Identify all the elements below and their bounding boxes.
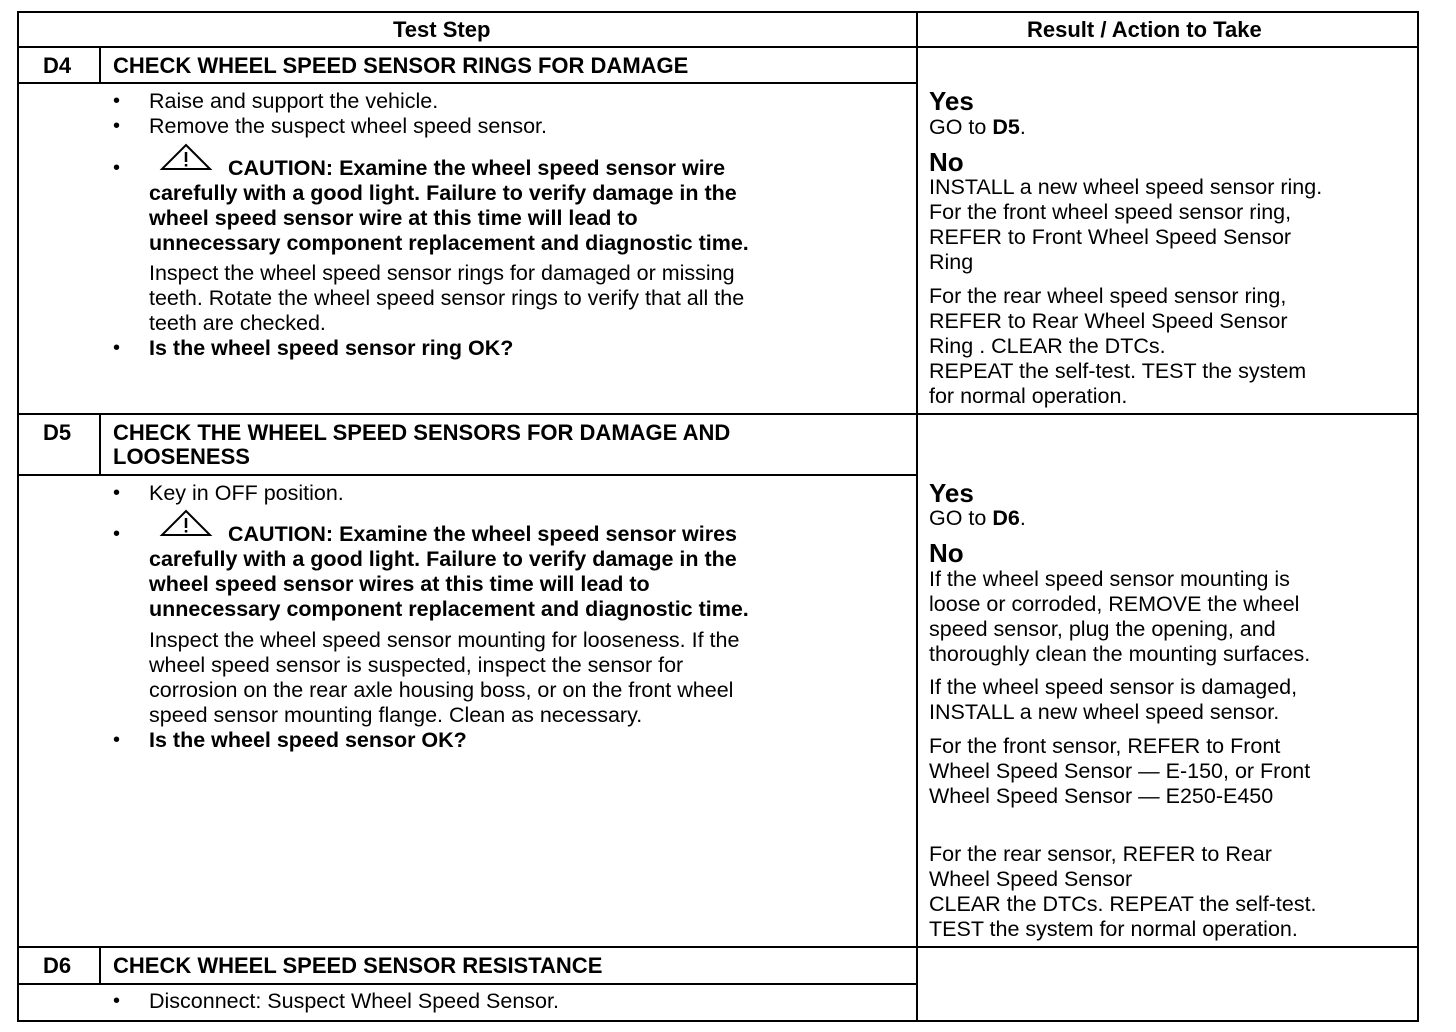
step-title-d6: CHECK WHEEL SPEED SENSOR RESISTANCE <box>113 953 603 978</box>
step-number-d6: D6 <box>43 953 72 978</box>
header-test-step: Test Step <box>393 17 491 42</box>
header-divider <box>17 46 1419 48</box>
d4-inspect-line1: Inspect the wheel speed sensor rings for damaged or missing <box>149 261 735 285</box>
step-number-d4: D4 <box>43 53 72 78</box>
d5-goto-step[interactable]: D6 <box>992 506 1020 530</box>
d4-caution-line1: CAUTION: Examine the wheel speed sensor wire <box>228 156 726 180</box>
d4-no2-line3: Ring . CLEAR the DTCs. <box>929 334 1166 358</box>
d4-no-line2: For the front wheel speed sensor ring, <box>929 200 1292 224</box>
d5-num-divider <box>99 413 101 475</box>
d4-d5-divider <box>17 413 1419 415</box>
bullet: • <box>113 729 121 751</box>
d5-yes-label: Yes <box>929 478 974 508</box>
warning-triangle-icon <box>159 143 213 171</box>
d5-no-label: No <box>929 538 964 568</box>
d4-yes-label: Yes <box>929 86 974 116</box>
d5-inspect-line1: Inspect the wheel speed sensor mounting for looseness. If the <box>149 628 740 652</box>
d5-caution-line4: unnecessary component replacement and diagnostic time. <box>149 597 749 621</box>
d5-no-line4: thoroughly clean the mounting surfaces. <box>929 642 1311 666</box>
d5-caution-line3: wheel speed sensor wires at this time will lead to <box>149 572 650 596</box>
warning-triangle-icon <box>159 509 213 537</box>
d4-title-divider <box>17 82 918 84</box>
d5-no2-line2: INSTALL a new wheel speed sensor. <box>929 700 1280 724</box>
d4-caution-line3: wheel speed sensor wire at this time will lead to <box>149 206 638 230</box>
d5-no3-line1: For the front sensor, REFER to Front <box>929 734 1281 758</box>
bullet: • <box>113 523 121 545</box>
d4-caution-line4: unnecessary component replacement and diagnostic time. <box>149 231 749 255</box>
column-divider <box>916 11 918 1022</box>
bullet: • <box>113 990 121 1012</box>
d4-question: Is the wheel speed sensor ring OK? <box>149 336 514 360</box>
d4-goto-step[interactable]: D5 <box>992 115 1020 139</box>
d4-num-divider <box>99 46 101 83</box>
d5-bullet-key: Key in OFF position. <box>149 481 344 505</box>
d5-inspect-line3: corrosion on the rear axle housing boss, or on the front wheel <box>149 678 734 702</box>
bullet: • <box>113 90 121 112</box>
d5-no4-line3: CLEAR the DTCs. REPEAT the self-test. <box>929 892 1317 916</box>
d5-no-line2: loose or corroded, REMOVE the wheel <box>929 592 1300 616</box>
d5-question: Is the wheel speed sensor OK? <box>149 728 467 752</box>
d5-no3-line2: Wheel Speed Sensor — E-150, or Front <box>929 759 1311 783</box>
d4-bullet-remove: Remove the suspect wheel speed sensor. <box>149 114 547 138</box>
bullet: • <box>113 337 121 359</box>
d4-no-line4: Ring <box>929 250 974 274</box>
step-number-d5: D5 <box>43 420 72 445</box>
d5-caution-line1: CAUTION: Examine the wheel speed sensor wires <box>228 522 737 546</box>
d5-no-line1: If the wheel speed sensor mounting is <box>929 567 1290 591</box>
d4-no-label: No <box>929 147 964 177</box>
d5-title-divider <box>17 474 918 476</box>
d5-caution-line2: carefully with a good light. Failure to verify damage in the <box>149 547 737 571</box>
d6-title-divider <box>17 983 918 985</box>
d5-no4-line2: Wheel Speed Sensor <box>929 867 1133 891</box>
d4-no2-line1: For the rear wheel speed sensor ring, <box>929 284 1287 308</box>
d4-no2-line2: REFER to Rear Wheel Speed Sensor <box>929 309 1288 333</box>
d6-bullet-disconnect: Disconnect: Suspect Wheel Speed Sensor. <box>149 989 559 1013</box>
d5-no4-line1: For the rear sensor, REFER to Rear <box>929 842 1272 866</box>
header-result: Result / Action to Take <box>1027 17 1262 42</box>
d5-no-line3: speed sensor, plug the opening, and <box>929 617 1276 641</box>
d4-no-line1: INSTALL a new wheel speed sensor ring. <box>929 175 1323 199</box>
d4-no-line3: REFER to Front Wheel Speed Sensor <box>929 225 1292 249</box>
d4-yes-action: GO to D5. <box>929 115 1026 139</box>
bullet: • <box>113 157 121 179</box>
d4-no2-line4: REPEAT the self-test. TEST the system <box>929 359 1307 383</box>
d5-no2-line1: If the wheel speed sensor is damaged, <box>929 675 1298 699</box>
d5-inspect-line2: wheel speed sensor is suspected, inspect the sensor for <box>149 653 684 677</box>
step-title-d5-line1: CHECK THE WHEEL SPEED SENSORS FOR DAMAGE AND <box>113 420 731 445</box>
step-title-d4: CHECK WHEEL SPEED SENSOR RINGS FOR DAMAGE <box>113 53 689 78</box>
bullet: • <box>113 115 121 137</box>
d5-inspect-line4: speed sensor mounting flange. Clean as necessary. <box>149 703 643 727</box>
d4-inspect-line2: teeth. Rotate the wheel speed sensor rings to verify that all the <box>149 286 745 310</box>
d5-yes-action: GO to D6. <box>929 506 1026 530</box>
d5-no3-line3: Wheel Speed Sensor — E250-E450 <box>929 784 1274 808</box>
bullet: • <box>113 482 121 504</box>
step-title-d5-line2: LOOSENESS <box>113 444 250 469</box>
d5-d6-divider <box>17 946 1419 948</box>
d6-num-divider <box>99 946 101 984</box>
d5-no4-line4: TEST the system for normal operation. <box>929 917 1298 941</box>
d4-caution-line2: carefully with a good light. Failure to verify damage in the <box>149 181 737 205</box>
d4-bullet-raise: Raise and support the vehicle. <box>149 89 439 113</box>
d4-inspect-line3: teeth are checked. <box>149 311 326 335</box>
d4-no2-line5: for normal operation. <box>929 384 1128 408</box>
